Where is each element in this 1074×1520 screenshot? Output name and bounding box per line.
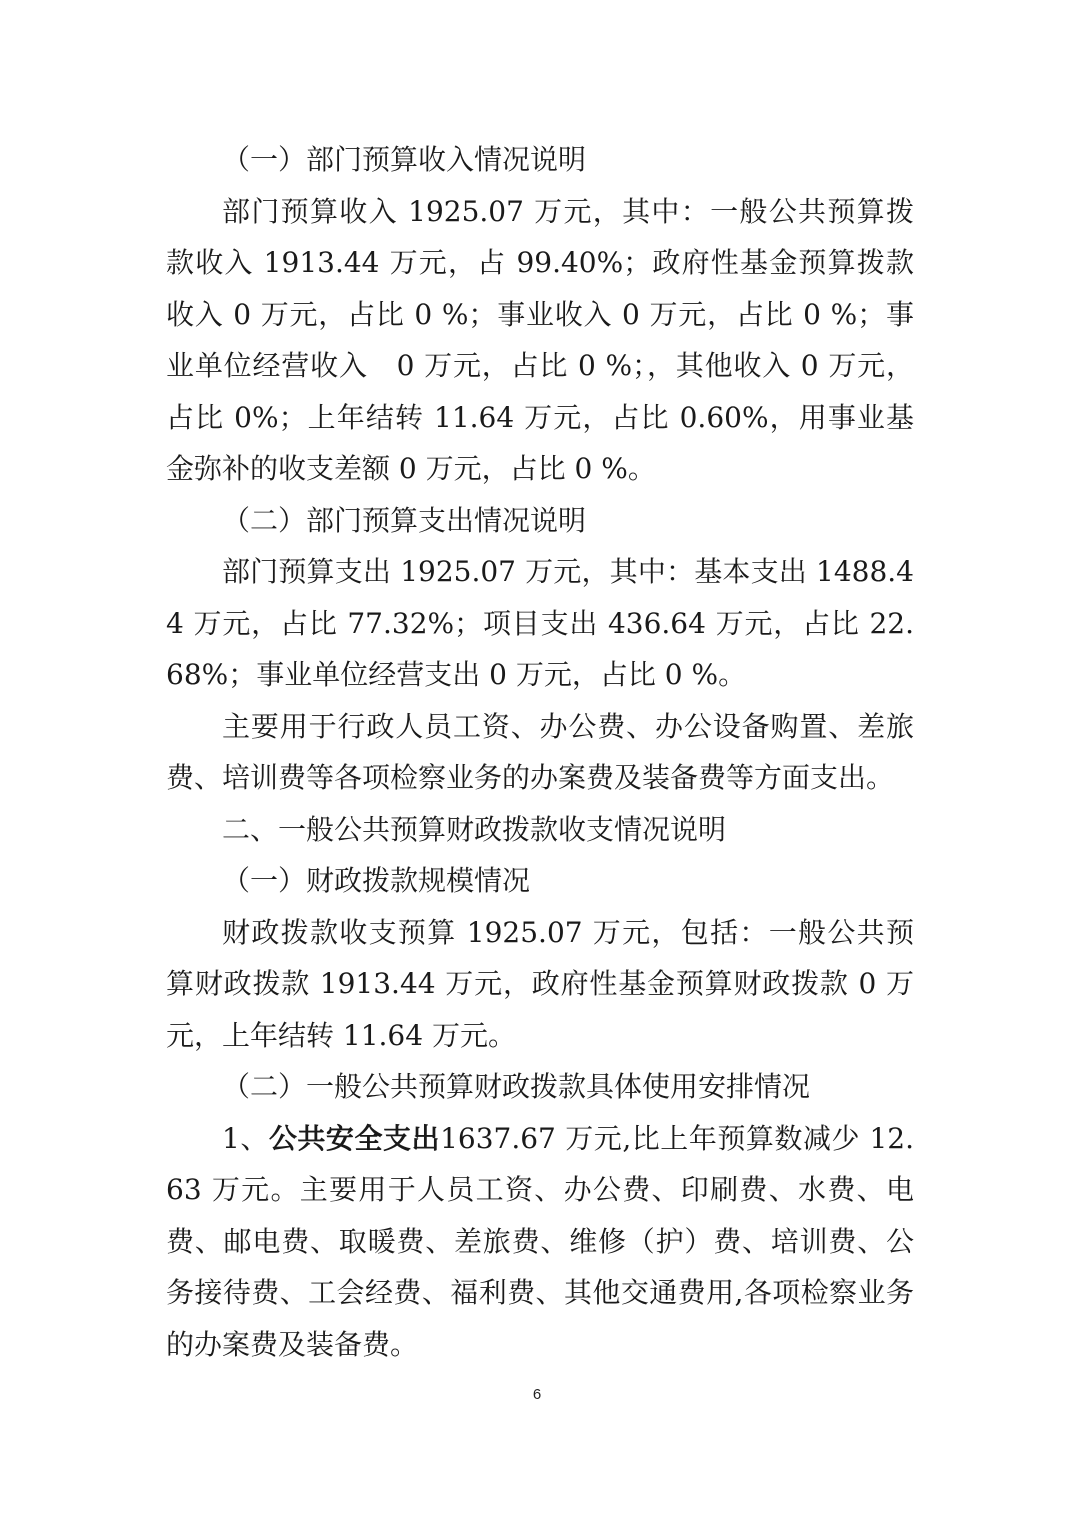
document-page <box>166 134 914 1370</box>
paragraph-expenditure-usage: 主要用于行政人员工资、办公费、办公设备购置、差旅费、培训费等各项检察业务的办案费及装备费等方面支出。 <box>166 709 914 794</box>
item-title-bold: 公共安全支出 <box>268 1121 441 1155</box>
paragraph-public-safety-expenditure <box>166 1113 914 1371</box>
page-number: 6 <box>532 1386 542 1403</box>
section-heading-appropriation-scale: （一）财政拨款规模情况 <box>222 864 531 897</box>
paragraph-appropriation-scale: 财政拨款收支预算 1925.07 万元，包括：一般公共预算财政拨款 1913.44 万元，政府性基金预算财政拨款 0 万元，上年结转 11.64 万元。 <box>166 915 914 1052</box>
section-heading-general-public-budget: 二、一般公共预算财政拨款收支情况说明 <box>222 812 727 846</box>
item-body: 1637.67 万元,比上年预算数减少 12.63 万元。主要用于人员工资、办公费、印刷费、水费、电费、邮电费、取暖费、差旅费、维修（护）费、培训费、公务接待费、工会经费、福利费、其他交通费用,各项检察业务的办案费及装备费。 <box>166 1121 914 1361</box>
paragraph-budget-expenditure: 部门预算支出 1925.07 万元，其中：基本支出 1488.44 万元，占比 77.32%；项目支出 436.64 万元，占比 22.68%；事业单位经营支出 0 万元，占比 0 %。 <box>166 555 914 691</box>
paragraph-budget-income: 部门预算收入 1925.07 万元，其中：一般公共预算拨款收入 1913.44 万元，占 99.40%；政府性基金预算拨款收入 0 万元，占比 0 %；事业收入 0 万元，占比 0 %；事业单位经营收入 0 万元，占比 0 %；，其他收入 0 万元，占比 0%；上年结转 11.64 万元，占比 0.60%，用事业基金弥补的收支差额 0 万元，占比 0 %。 <box>166 194 914 485</box>
section-heading-budget-income: （一）部门预算收入情况说明 <box>222 143 587 176</box>
section-heading-budget-expenditure: （二）部门预算支出情况说明 <box>222 503 587 537</box>
section-heading-appropriation-usage: （二）一般公共预算财政拨款具体使用安排情况 <box>222 1070 811 1103</box>
item-number: 1、 <box>222 1121 269 1155</box>
